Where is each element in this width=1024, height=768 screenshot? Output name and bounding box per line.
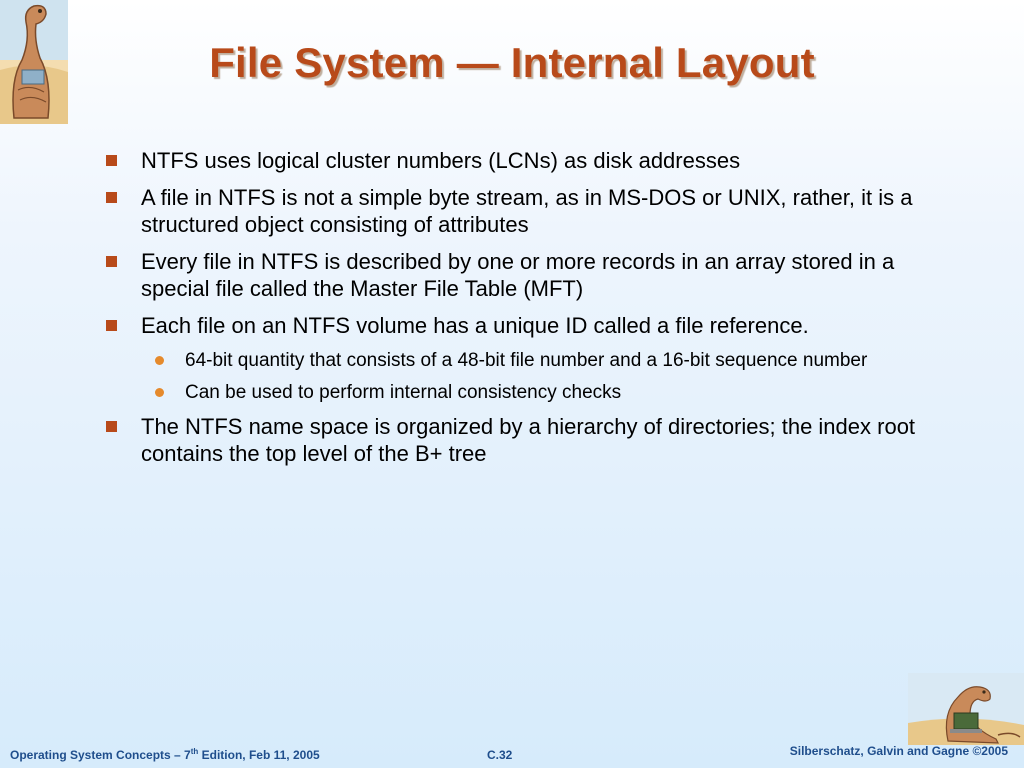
bullet-list [105,147,945,477]
list-item [105,312,945,339]
bullet-text: Each file on an NTFS volume has a unique ID called a file reference. [141,313,809,338]
bullet-text: NTFS uses logical cluster numbers (LCNs) as disk addresses [141,148,741,173]
square-bullet-icon [106,256,117,267]
square-bullet-icon [106,155,117,166]
round-bullet-icon [155,356,164,365]
list-item [105,184,945,238]
bullet-text: A file in NTFS is not a simple byte stream, as in MS-DOS or UNIX, rather, it is a structured object consisting of attributes [141,185,913,237]
square-bullet-icon [106,421,117,432]
footer-book-title: Operating System Concepts – 7th Edition, Feb 11, 2005 [10,747,320,762]
square-bullet-icon [106,192,117,203]
dinosaur-laptop-icon [908,673,1024,745]
round-bullet-icon [155,388,164,397]
bullet-text: The NTFS name space is organized by a hierarchy of directories; the index root contains the top level of the B+ tree [141,414,916,466]
sub-bullet-text: Can be used to perform internal consistency checks [185,382,622,403]
footer-slide-number: C.32 [487,748,513,762]
square-bullet-icon [106,320,117,331]
sub-list-item [105,349,945,373]
slide-title: File System — Internal Layout [209,39,815,86]
bullet-text: Every file in NTFS is described by one or more records in an array stored in a special file called the Master File Table (MFT) [141,249,895,301]
sub-bullet-list [105,349,945,405]
list-item [105,413,945,467]
list-item [105,248,945,302]
sub-list-item [105,381,945,405]
sub-bullet-text: 64-bit quantity that consists of a 48-bit file number and a 16-bit sequence number [185,350,868,371]
list-item [105,147,945,174]
footer-copyright: Silberschatz, Galvin and Gagne ©2005 [789,744,1008,758]
